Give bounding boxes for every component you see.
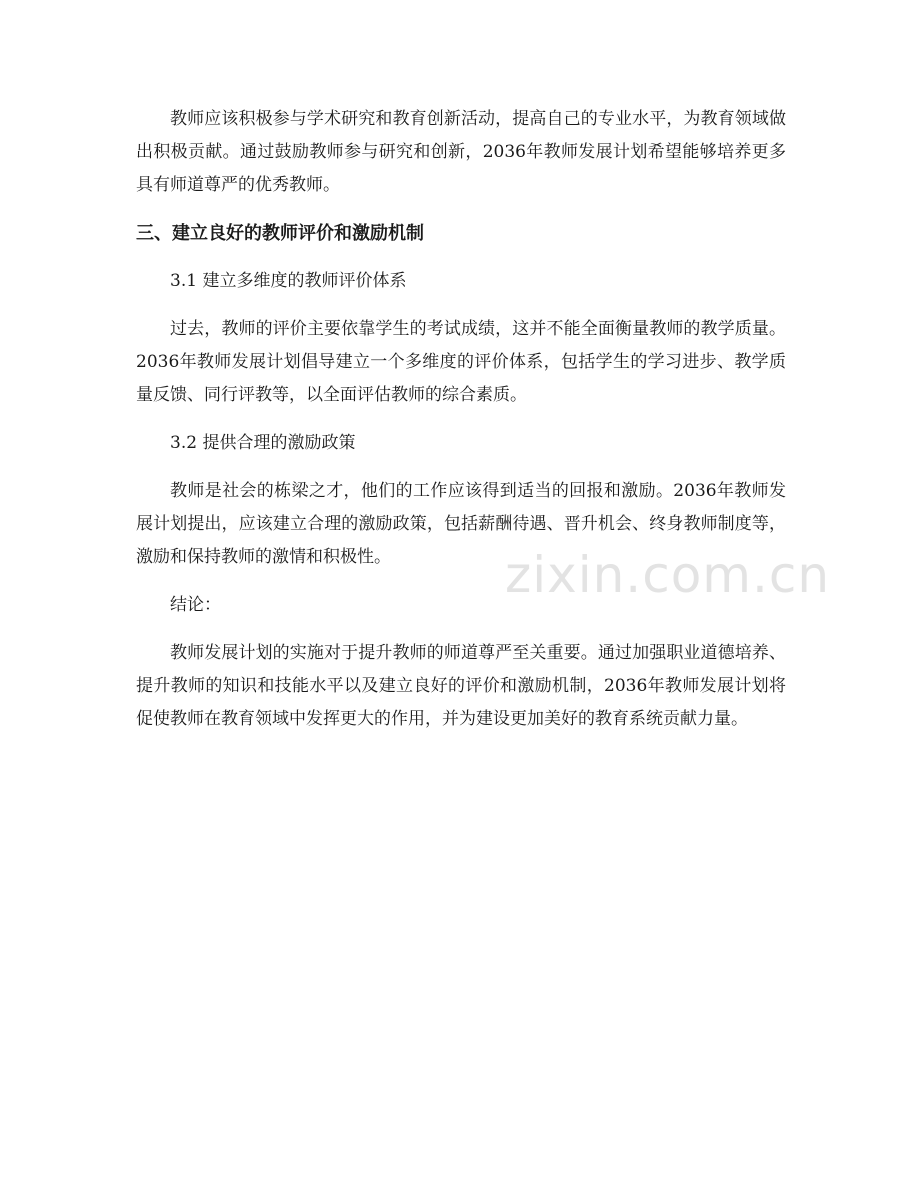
conclusion-label: 结论： bbox=[170, 595, 221, 615]
subsection-paragraph-3-1: 过去，教师的评价主要依靠学生的考试成绩，这并不能全面衡量教师的教学质量。2036年教师发展计划倡导建立一个多维度的评价体系，包括学生的学习进步、教学质量反馈、同行评教等，以全面评估教师的综合素质。 bbox=[136, 319, 786, 405]
section-heading: 三、建立良好的教师评价和激励机制 bbox=[136, 223, 424, 244]
subsection-title-3-1: 3.1 建立多维度的教师评价体系 bbox=[170, 271, 407, 291]
watermark-text: zixin.com.cn bbox=[505, 546, 831, 604]
intro-paragraph: 教师应该积极参与学术研究和教育创新活动，提高自己的专业水平，为教育领域做出积极贡献。通过鼓励教师参与研究和创新，2036年教师发展计划希望能够培养更多具有师道尊严的优秀教师。 bbox=[136, 109, 786, 195]
subsection-paragraph-3-2: 教师是社会的栋梁之才，他们的工作应该得到适当的回报和激励。2036年教师发展计划提出，应该建立合理的激励政策，包括薪酬待遇、晋升机会、终身教师制度等，激励和保持教师的激情和积极性。 bbox=[136, 481, 786, 567]
subsection-title-3-2: 3.2 提供合理的激励政策 bbox=[170, 433, 356, 453]
conclusion-paragraph: 教师发展计划的实施对于提升教师的师道尊严至关重要。通过加强职业道德培养、提升教师的知识和技能水平以及建立良好的评价和激励机制，2036年教师发展计划将促使教师在教育领域中发挥更大的作用，并为建设更加美好的教育系统贡献力量。 bbox=[136, 643, 786, 729]
document-body bbox=[136, 103, 786, 736]
